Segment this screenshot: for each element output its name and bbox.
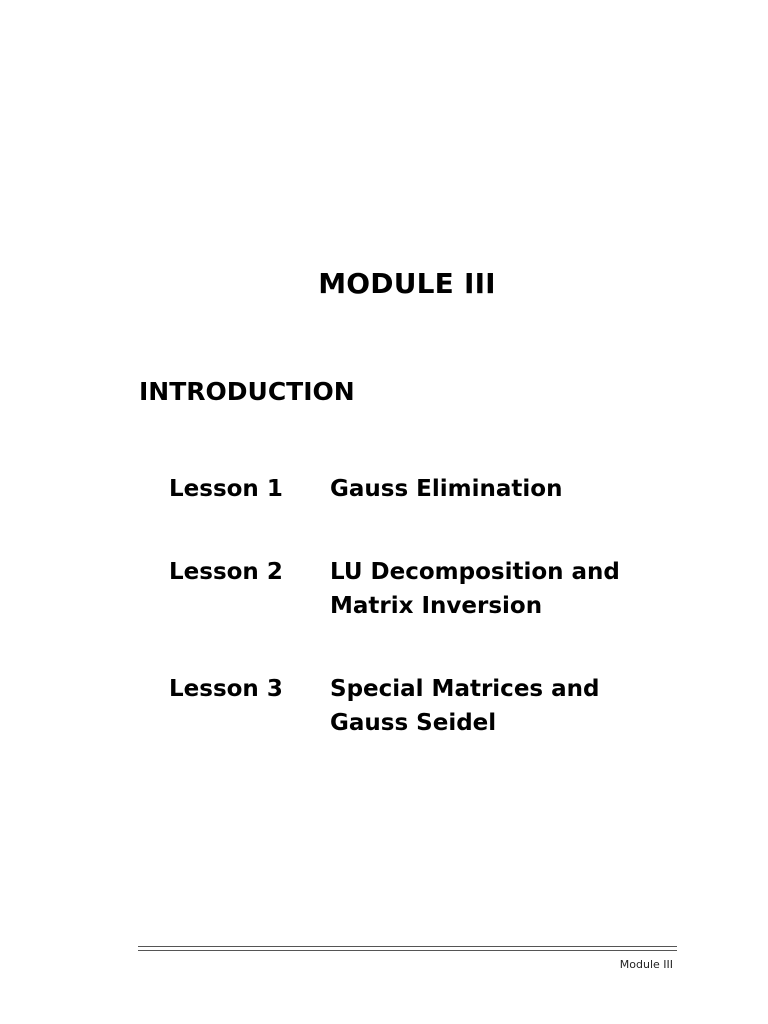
footer-divider <box>138 946 677 951</box>
footer-label: Module III <box>619 958 673 971</box>
lesson-number: Lesson 1 <box>169 476 283 502</box>
lesson-title-line: Matrix Inversion <box>330 593 543 619</box>
lesson-title <box>330 672 650 740</box>
lesson-number: Lesson 2 <box>169 559 283 585</box>
module-title: MODULE III <box>318 267 496 300</box>
lesson-title-line: Special Matrices and <box>330 676 600 702</box>
lesson-title-line: Gauss Elimination <box>330 476 563 502</box>
lesson-title-line: Gauss Seidel <box>330 710 497 736</box>
lesson-title-line: LU Decomposition and <box>330 559 620 585</box>
lesson-number: Lesson 3 <box>169 676 283 702</box>
lesson-title <box>330 472 650 506</box>
section-heading: INTRODUCTION <box>139 377 355 406</box>
lesson-title <box>330 555 650 623</box>
